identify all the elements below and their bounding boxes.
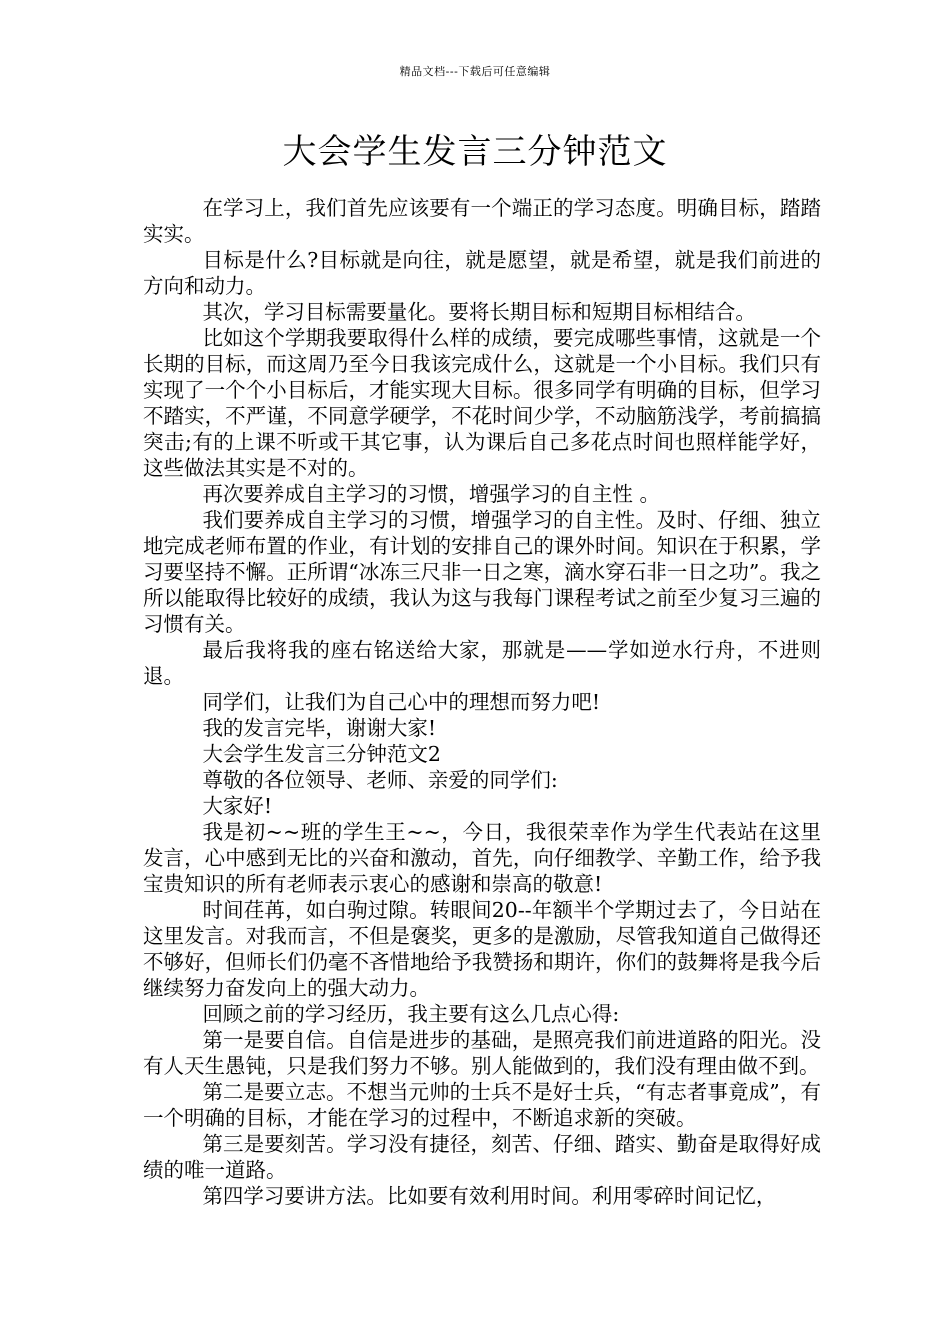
paragraph: 再次要养成自主学习的习惯，增强学习的自主性 。: [202, 482, 660, 506]
salutation: 尊敬的各位领导、老师、亲爱的同学们:: [202, 768, 558, 792]
paragraph: 比如这个学期我要取得什么样的成绩，要完成哪些事情，这就是一个长期的目标，而这周乃至今日我该完成什么，这就是一个小目标。我们只有实现了一个个小目标后，才能实现大目标。很多同学有明确的目标，但学习不踏实，不严谨，不同意学硬学，不花时间少学，不动脑筋浅学，考前搞搞突击;有的上课不听或干其它事，认为课后自己多花点时间也照样能学好，这些做法其实是不对的。: [143, 326, 821, 480]
section-heading: 大会学生发言三分钟范文2: [202, 742, 441, 766]
page-header: 精品文档---下载后可任意编辑: [399, 65, 551, 78]
paragraph: 回顾之前的学习经历，我主要有这么几点心得:: [202, 1002, 620, 1026]
paragraph: 我们要养成自主学习的习惯，增强学习的自主性。及时、仔细、独立地完成老师布置的作业，有计划的安排自己的课外时间。知识在于积累，学习要坚持不懈。正所谓“冰冻三尺非一日之寒，滴水穿石非一日之功”。我之所以能取得比较好的成绩，我认为这与我每门课程考试之前至少复习三遍的习惯有关。: [143, 508, 821, 636]
paragraph: 第四学习要讲方法。比如要有效利用时间。利用零碎时间记忆，: [202, 1184, 777, 1208]
paragraph: 时间荏苒，如白驹过隙。转眼间20--年额半个学期过去了，今日站在这里发言。对我而言，不但是褒奖，更多的是激励，尽管我知道自己做得还不够好，但师长们仍毫不吝惜地给予我赞扬和期许，你们的鼓舞将是我今后继续努力奋发向上的强大动力。: [143, 898, 821, 1000]
document-body: [143, 195, 821, 1209]
paragraph: 其次，学习目标需要量化。要将长期目标和短期目标相结合。: [202, 300, 756, 324]
greeting: 大家好!: [202, 794, 273, 818]
paragraph: 第一是要自信。自信是进步的基础，是照亮我们前进道路的阳光。没有人天生愚钝，只是我们努力不够。别人能做到的，我们没有理由做不到。: [143, 1028, 821, 1078]
paragraph: 第三是要刻苦。学习没有捷径，刻苦、仔细、踏实、勤奋是取得好成绩的唯一道路。: [143, 1132, 821, 1182]
paragraph: 同学们，让我们为自己心中的理想而努力吧!: [202, 690, 601, 714]
paragraph: 目标是什么?目标就是向往，就是愿望，就是希望，就是我们前进的方向和动力。: [143, 248, 821, 298]
paragraph: 我的发言完毕，谢谢大家!: [202, 716, 437, 740]
paragraph: 第二是要立志。不想当元帅的士兵不是好士兵，“有志者事竟成”，有一个明确的目标，才能在学习的过程中，不断追求新的突破。: [143, 1080, 821, 1130]
paragraph: 我是初~~班的学生王~~，今日，我很荣幸作为学生代表站在这里发言，心中感到无比的兴奋和激动，首先，向仔细教学、辛勤工作，给予我宝贵知识的所有老师表示衷心的感谢和崇高的敬意!: [143, 820, 821, 896]
paragraph: 在学习上，我们首先应该要有一个端正的学习态度。明确目标，踏踏实实。: [143, 196, 821, 246]
document-title: 大会学生发言三分钟范文: [282, 132, 668, 172]
paragraph: 最后我将我的座右铭送给大家，那就是——学如逆水行舟，不进则退。: [143, 638, 821, 688]
